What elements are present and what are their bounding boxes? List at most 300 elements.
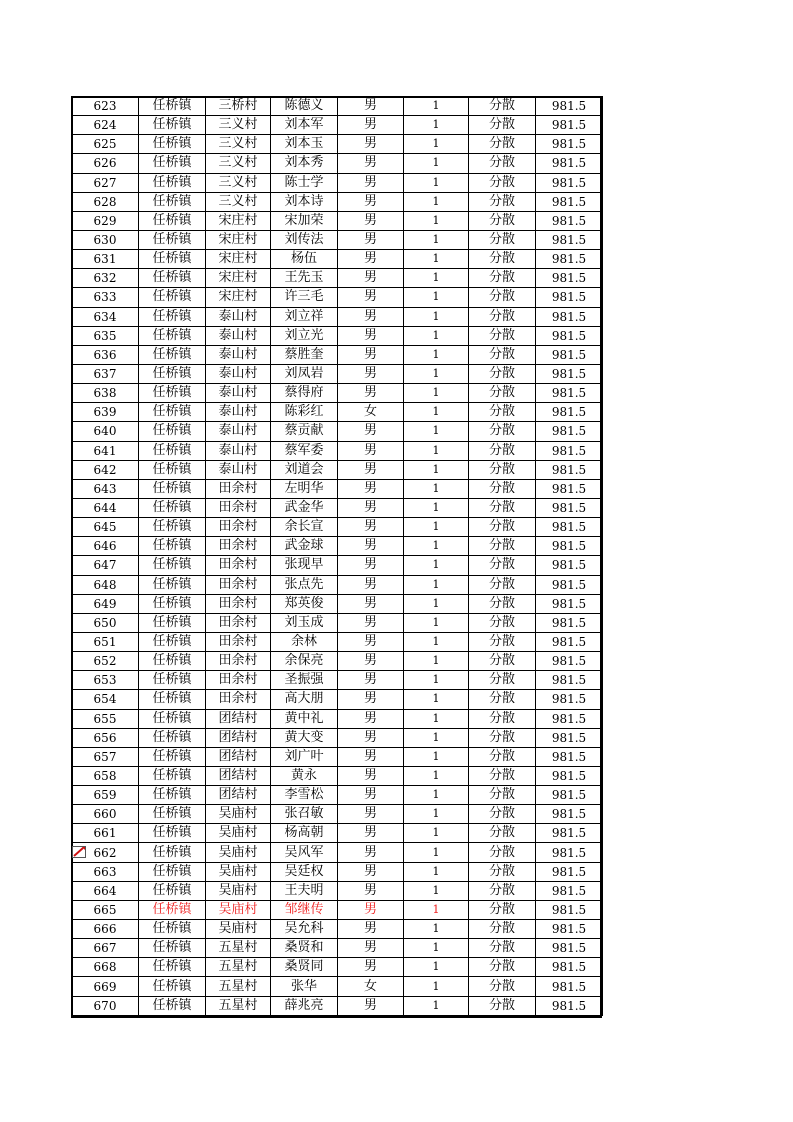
cell-village[interactable]: 宋庄村 bbox=[206, 250, 271, 269]
cell-amount[interactable]: 981.5 bbox=[536, 632, 603, 651]
cell-gender[interactable]: 男 bbox=[338, 135, 404, 154]
cell-category[interactable]: 分散 bbox=[469, 537, 536, 556]
cell-name[interactable]: 蔡胜奎 bbox=[271, 345, 338, 364]
cell-category[interactable]: 分散 bbox=[469, 518, 536, 537]
cell-row-number[interactable]: 661 bbox=[72, 824, 139, 843]
cell-village[interactable]: 三义村 bbox=[206, 154, 271, 173]
cell-row-number[interactable]: 668 bbox=[72, 958, 139, 977]
cell-gender[interactable]: 男 bbox=[338, 881, 404, 900]
cell-village[interactable]: 三义村 bbox=[206, 135, 271, 154]
cell-gender[interactable]: 男 bbox=[338, 862, 404, 881]
cell-amount[interactable]: 981.5 bbox=[536, 192, 603, 211]
cell-village[interactable]: 三义村 bbox=[206, 192, 271, 211]
cell-count[interactable]: 1 bbox=[404, 728, 469, 747]
cell-name[interactable]: 刘传法 bbox=[271, 230, 338, 249]
cell-row-number[interactable]: 628 bbox=[72, 192, 139, 211]
cell-town[interactable]: 任桥镇 bbox=[139, 498, 206, 517]
cell-gender[interactable]: 男 bbox=[338, 116, 404, 135]
cell-row-number[interactable]: 656 bbox=[72, 728, 139, 747]
cell-count[interactable]: 1 bbox=[404, 977, 469, 996]
cell-gender[interactable]: 男 bbox=[338, 958, 404, 977]
cell-village[interactable]: 团结村 bbox=[206, 747, 271, 766]
cell-gender[interactable]: 男 bbox=[338, 384, 404, 403]
cell-gender[interactable]: 女 bbox=[338, 977, 404, 996]
cell-amount[interactable]: 981.5 bbox=[536, 939, 603, 958]
cell-town[interactable]: 任桥镇 bbox=[139, 154, 206, 173]
cell-village[interactable]: 团结村 bbox=[206, 709, 271, 728]
cell-category[interactable]: 分散 bbox=[469, 652, 536, 671]
cell-town[interactable]: 任桥镇 bbox=[139, 173, 206, 192]
cell-village[interactable]: 田余村 bbox=[206, 575, 271, 594]
cell-amount[interactable]: 981.5 bbox=[536, 862, 603, 881]
cell-category[interactable]: 分散 bbox=[469, 766, 536, 785]
cell-category[interactable]: 分散 bbox=[469, 173, 536, 192]
cell-village[interactable]: 团结村 bbox=[206, 766, 271, 785]
cell-amount[interactable]: 981.5 bbox=[536, 230, 603, 249]
cell-category[interactable]: 分散 bbox=[469, 920, 536, 939]
cell-village[interactable]: 田余村 bbox=[206, 594, 271, 613]
cell-category[interactable]: 分散 bbox=[469, 690, 536, 709]
cell-village[interactable]: 宋庄村 bbox=[206, 288, 271, 307]
cell-village[interactable]: 团结村 bbox=[206, 728, 271, 747]
cell-gender[interactable]: 女 bbox=[338, 403, 404, 422]
cell-gender[interactable]: 男 bbox=[338, 97, 404, 116]
cell-gender[interactable]: 男 bbox=[338, 192, 404, 211]
cell-town[interactable]: 任桥镇 bbox=[139, 135, 206, 154]
cell-category[interactable]: 分散 bbox=[469, 97, 536, 116]
cell-amount[interactable]: 981.5 bbox=[536, 786, 603, 805]
cell-town[interactable]: 任桥镇 bbox=[139, 384, 206, 403]
cell-village[interactable]: 吴庙村 bbox=[206, 920, 271, 939]
cell-amount[interactable]: 981.5 bbox=[536, 805, 603, 824]
cell-town[interactable]: 任桥镇 bbox=[139, 288, 206, 307]
cell-village[interactable]: 五星村 bbox=[206, 996, 271, 1015]
cell-category[interactable]: 分散 bbox=[469, 728, 536, 747]
cell-gender[interactable]: 男 bbox=[338, 460, 404, 479]
cell-name[interactable]: 高大朋 bbox=[271, 690, 338, 709]
cell-row-number[interactable]: 665 bbox=[72, 900, 139, 919]
cell-town[interactable]: 任桥镇 bbox=[139, 690, 206, 709]
cell-count[interactable]: 1 bbox=[404, 690, 469, 709]
cell-category[interactable]: 分散 bbox=[469, 269, 536, 288]
cell-count[interactable]: 1 bbox=[404, 192, 469, 211]
cell-category[interactable]: 分散 bbox=[469, 192, 536, 211]
cell-name[interactable]: 王夫明 bbox=[271, 881, 338, 900]
cell-name[interactable]: 黄永 bbox=[271, 766, 338, 785]
cell-count[interactable]: 1 bbox=[404, 958, 469, 977]
cell-village[interactable]: 宋庄村 bbox=[206, 211, 271, 230]
cell-count[interactable]: 1 bbox=[404, 422, 469, 441]
cell-row-number[interactable]: 633 bbox=[72, 288, 139, 307]
cell-name[interactable]: 余林 bbox=[271, 632, 338, 651]
cell-gender[interactable]: 男 bbox=[338, 518, 404, 537]
cell-category[interactable]: 分散 bbox=[469, 939, 536, 958]
cell-name[interactable]: 郑英俊 bbox=[271, 594, 338, 613]
cell-village[interactable]: 三义村 bbox=[206, 116, 271, 135]
cell-row-number[interactable]: 643 bbox=[72, 479, 139, 498]
cell-amount[interactable]: 981.5 bbox=[536, 173, 603, 192]
cell-count[interactable]: 1 bbox=[404, 671, 469, 690]
cell-town[interactable]: 任桥镇 bbox=[139, 116, 206, 135]
cell-category[interactable]: 分散 bbox=[469, 843, 536, 862]
cell-category[interactable]: 分散 bbox=[469, 786, 536, 805]
cell-count[interactable]: 1 bbox=[404, 498, 469, 517]
cell-category[interactable]: 分散 bbox=[469, 479, 536, 498]
cell-row-number[interactable]: 653 bbox=[72, 671, 139, 690]
cell-name[interactable]: 吴风军 bbox=[271, 843, 338, 862]
cell-gender[interactable]: 男 bbox=[338, 173, 404, 192]
cell-name[interactable]: 宋加荣 bbox=[271, 211, 338, 230]
cell-gender[interactable]: 男 bbox=[338, 843, 404, 862]
cell-village[interactable]: 田余村 bbox=[206, 613, 271, 632]
cell-category[interactable]: 分散 bbox=[469, 460, 536, 479]
cell-town[interactable]: 任桥镇 bbox=[139, 747, 206, 766]
cell-category[interactable]: 分散 bbox=[469, 403, 536, 422]
cell-row-number[interactable]: 641 bbox=[72, 441, 139, 460]
cell-gender[interactable]: 男 bbox=[338, 326, 404, 345]
cell-town[interactable]: 任桥镇 bbox=[139, 939, 206, 958]
cell-row-number[interactable]: 649 bbox=[72, 594, 139, 613]
cell-amount[interactable]: 981.5 bbox=[536, 307, 603, 326]
cell-town[interactable]: 任桥镇 bbox=[139, 881, 206, 900]
cell-row-number[interactable]: 670 bbox=[72, 996, 139, 1015]
cell-town[interactable]: 任桥镇 bbox=[139, 326, 206, 345]
cell-town[interactable]: 任桥镇 bbox=[139, 422, 206, 441]
cell-name[interactable]: 桑贤同 bbox=[271, 958, 338, 977]
cell-amount[interactable]: 981.5 bbox=[536, 920, 603, 939]
cell-count[interactable]: 1 bbox=[404, 786, 469, 805]
cell-amount[interactable]: 981.5 bbox=[536, 690, 603, 709]
cell-name[interactable]: 蔡贡献 bbox=[271, 422, 338, 441]
cell-gender[interactable]: 男 bbox=[338, 900, 404, 919]
cell-amount[interactable]: 981.5 bbox=[536, 269, 603, 288]
cell-name[interactable]: 吴允科 bbox=[271, 920, 338, 939]
cell-town[interactable]: 任桥镇 bbox=[139, 479, 206, 498]
cell-category[interactable]: 分散 bbox=[469, 307, 536, 326]
cell-category[interactable]: 分散 bbox=[469, 709, 536, 728]
cell-amount[interactable]: 981.5 bbox=[536, 900, 603, 919]
cell-gender[interactable]: 男 bbox=[338, 613, 404, 632]
cell-town[interactable]: 任桥镇 bbox=[139, 843, 206, 862]
cell-name[interactable]: 杨高朝 bbox=[271, 824, 338, 843]
cell-town[interactable]: 任桥镇 bbox=[139, 97, 206, 116]
cell-name[interactable]: 圣振强 bbox=[271, 671, 338, 690]
cell-count[interactable]: 1 bbox=[404, 900, 469, 919]
cell-gender[interactable]: 男 bbox=[338, 920, 404, 939]
cell-count[interactable]: 1 bbox=[404, 747, 469, 766]
cell-amount[interactable]: 981.5 bbox=[536, 709, 603, 728]
cell-village[interactable]: 田余村 bbox=[206, 632, 271, 651]
cell-amount[interactable]: 981.5 bbox=[536, 556, 603, 575]
cell-village[interactable]: 吴庙村 bbox=[206, 900, 271, 919]
cell-row-number[interactable]: 636 bbox=[72, 345, 139, 364]
cell-count[interactable]: 1 bbox=[404, 307, 469, 326]
cell-village[interactable]: 宋庄村 bbox=[206, 230, 271, 249]
cell-name[interactable]: 吴廷权 bbox=[271, 862, 338, 881]
cell-village[interactable]: 团结村 bbox=[206, 786, 271, 805]
cell-gender[interactable]: 男 bbox=[338, 824, 404, 843]
cell-gender[interactable]: 男 bbox=[338, 345, 404, 364]
cell-category[interactable]: 分散 bbox=[469, 556, 536, 575]
cell-amount[interactable]: 981.5 bbox=[536, 97, 603, 116]
cell-village[interactable]: 宋庄村 bbox=[206, 269, 271, 288]
cell-category[interactable]: 分散 bbox=[469, 824, 536, 843]
cell-amount[interactable]: 981.5 bbox=[536, 652, 603, 671]
cell-count[interactable]: 1 bbox=[404, 230, 469, 249]
cell-village[interactable]: 泰山村 bbox=[206, 441, 271, 460]
cell-category[interactable]: 分散 bbox=[469, 154, 536, 173]
cell-town[interactable]: 任桥镇 bbox=[139, 632, 206, 651]
cell-row-number[interactable]: 657 bbox=[72, 747, 139, 766]
cell-name[interactable]: 王先玉 bbox=[271, 269, 338, 288]
cell-category[interactable]: 分散 bbox=[469, 900, 536, 919]
cell-amount[interactable]: 981.5 bbox=[536, 250, 603, 269]
cell-town[interactable]: 任桥镇 bbox=[139, 920, 206, 939]
cell-town[interactable]: 任桥镇 bbox=[139, 977, 206, 996]
cell-name[interactable]: 张召敏 bbox=[271, 805, 338, 824]
cell-gender[interactable]: 男 bbox=[338, 671, 404, 690]
cell-amount[interactable]: 981.5 bbox=[536, 288, 603, 307]
cell-amount[interactable]: 981.5 bbox=[536, 537, 603, 556]
cell-village[interactable]: 泰山村 bbox=[206, 403, 271, 422]
cell-count[interactable]: 1 bbox=[404, 881, 469, 900]
cell-amount[interactable]: 981.5 bbox=[536, 364, 603, 383]
cell-name[interactable]: 张华 bbox=[271, 977, 338, 996]
cell-count[interactable]: 1 bbox=[404, 116, 469, 135]
cell-village[interactable]: 吴庙村 bbox=[206, 843, 271, 862]
cell-name[interactable]: 刘立祥 bbox=[271, 307, 338, 326]
cell-amount[interactable]: 981.5 bbox=[536, 154, 603, 173]
cell-village[interactable]: 泰山村 bbox=[206, 364, 271, 383]
cell-gender[interactable]: 男 bbox=[338, 441, 404, 460]
cell-count[interactable]: 1 bbox=[404, 613, 469, 632]
cell-gender[interactable]: 男 bbox=[338, 766, 404, 785]
cell-category[interactable]: 分散 bbox=[469, 422, 536, 441]
cell-count[interactable]: 1 bbox=[404, 460, 469, 479]
cell-name[interactable]: 刘凤岩 bbox=[271, 364, 338, 383]
cell-gender[interactable]: 男 bbox=[338, 632, 404, 651]
cell-amount[interactable]: 981.5 bbox=[536, 594, 603, 613]
cell-amount[interactable]: 981.5 bbox=[536, 613, 603, 632]
cell-category[interactable]: 分散 bbox=[469, 211, 536, 230]
cell-town[interactable]: 任桥镇 bbox=[139, 575, 206, 594]
cell-amount[interactable]: 981.5 bbox=[536, 843, 603, 862]
cell-amount[interactable]: 981.5 bbox=[536, 345, 603, 364]
cell-name[interactable]: 薛兆亮 bbox=[271, 996, 338, 1015]
cell-village[interactable]: 田余村 bbox=[206, 498, 271, 517]
cell-name[interactable]: 武金华 bbox=[271, 498, 338, 517]
cell-amount[interactable]: 981.5 bbox=[536, 422, 603, 441]
cell-amount[interactable]: 981.5 bbox=[536, 498, 603, 517]
cell-count[interactable]: 1 bbox=[404, 364, 469, 383]
cell-row-number[interactable]: 646 bbox=[72, 537, 139, 556]
cell-village[interactable]: 吴庙村 bbox=[206, 862, 271, 881]
cell-town[interactable]: 任桥镇 bbox=[139, 671, 206, 690]
cell-count[interactable]: 1 bbox=[404, 269, 469, 288]
cell-town[interactable]: 任桥镇 bbox=[139, 613, 206, 632]
cell-name[interactable]: 刘道会 bbox=[271, 460, 338, 479]
cell-gender[interactable]: 男 bbox=[338, 690, 404, 709]
cell-town[interactable]: 任桥镇 bbox=[139, 900, 206, 919]
cell-count[interactable]: 1 bbox=[404, 824, 469, 843]
cell-town[interactable]: 任桥镇 bbox=[139, 364, 206, 383]
cell-count[interactable]: 1 bbox=[404, 594, 469, 613]
cell-count[interactable]: 1 bbox=[404, 805, 469, 824]
cell-gender[interactable]: 男 bbox=[338, 307, 404, 326]
cell-amount[interactable]: 981.5 bbox=[536, 479, 603, 498]
cell-amount[interactable]: 981.5 bbox=[536, 977, 603, 996]
cell-town[interactable]: 任桥镇 bbox=[139, 709, 206, 728]
cell-village[interactable]: 吴庙村 bbox=[206, 881, 271, 900]
cell-amount[interactable]: 981.5 bbox=[536, 116, 603, 135]
cell-village[interactable]: 田余村 bbox=[206, 518, 271, 537]
cell-gender[interactable]: 男 bbox=[338, 479, 404, 498]
cell-count[interactable]: 1 bbox=[404, 518, 469, 537]
cell-amount[interactable]: 981.5 bbox=[536, 575, 603, 594]
cell-name[interactable]: 刘广叶 bbox=[271, 747, 338, 766]
cell-category[interactable]: 分散 bbox=[469, 613, 536, 632]
cell-row-number[interactable]: 632 bbox=[72, 269, 139, 288]
cell-row-number[interactable]: 666 bbox=[72, 920, 139, 939]
cell-category[interactable]: 分散 bbox=[469, 594, 536, 613]
cell-category[interactable]: 分散 bbox=[469, 135, 536, 154]
cell-name[interactable]: 蔡得府 bbox=[271, 384, 338, 403]
cell-amount[interactable]: 981.5 bbox=[536, 728, 603, 747]
cell-count[interactable]: 1 bbox=[404, 479, 469, 498]
cell-row-number[interactable]: 624 bbox=[72, 116, 139, 135]
cell-gender[interactable]: 男 bbox=[338, 652, 404, 671]
cell-count[interactable]: 1 bbox=[404, 211, 469, 230]
cell-town[interactable]: 任桥镇 bbox=[139, 441, 206, 460]
cell-gender[interactable]: 男 bbox=[338, 422, 404, 441]
cell-name[interactable]: 刘本诗 bbox=[271, 192, 338, 211]
cell-name[interactable]: 陈德义 bbox=[271, 97, 338, 116]
cell-name[interactable]: 刘本军 bbox=[271, 116, 338, 135]
cell-category[interactable]: 分散 bbox=[469, 326, 536, 345]
cell-row-number[interactable]: 644 bbox=[72, 498, 139, 517]
cell-name[interactable]: 刘立光 bbox=[271, 326, 338, 345]
cell-count[interactable]: 1 bbox=[404, 135, 469, 154]
cell-gender[interactable]: 男 bbox=[338, 537, 404, 556]
cell-village[interactable]: 五星村 bbox=[206, 958, 271, 977]
cell-town[interactable]: 任桥镇 bbox=[139, 460, 206, 479]
cell-row-number[interactable]: 623 bbox=[72, 97, 139, 116]
cell-gender[interactable]: 男 bbox=[338, 575, 404, 594]
cell-category[interactable]: 分散 bbox=[469, 116, 536, 135]
cell-town[interactable]: 任桥镇 bbox=[139, 996, 206, 1015]
cell-gender[interactable]: 男 bbox=[338, 230, 404, 249]
cell-row-number[interactable]: 652 bbox=[72, 652, 139, 671]
cell-row-number[interactable]: 651 bbox=[72, 632, 139, 651]
cell-gender[interactable]: 男 bbox=[338, 154, 404, 173]
cell-name[interactable]: 桑贤和 bbox=[271, 939, 338, 958]
cell-count[interactable]: 1 bbox=[404, 288, 469, 307]
cell-town[interactable]: 任桥镇 bbox=[139, 594, 206, 613]
cell-row-number[interactable]: 645 bbox=[72, 518, 139, 537]
cell-gender[interactable]: 男 bbox=[338, 996, 404, 1015]
cell-amount[interactable]: 981.5 bbox=[536, 518, 603, 537]
cell-gender[interactable]: 男 bbox=[338, 556, 404, 575]
cell-gender[interactable]: 男 bbox=[338, 211, 404, 230]
cell-town[interactable]: 任桥镇 bbox=[139, 518, 206, 537]
cell-count[interactable]: 1 bbox=[404, 173, 469, 192]
cell-amount[interactable]: 981.5 bbox=[536, 135, 603, 154]
cell-village[interactable]: 田余村 bbox=[206, 479, 271, 498]
cell-village[interactable]: 田余村 bbox=[206, 652, 271, 671]
cell-town[interactable]: 任桥镇 bbox=[139, 269, 206, 288]
cell-row-number[interactable]: 667 bbox=[72, 939, 139, 958]
cell-name[interactable]: 蔡军委 bbox=[271, 441, 338, 460]
cell-name[interactable]: 陈彩红 bbox=[271, 403, 338, 422]
cell-row-number[interactable]: 638 bbox=[72, 384, 139, 403]
cell-count[interactable]: 1 bbox=[404, 920, 469, 939]
cell-count[interactable]: 1 bbox=[404, 537, 469, 556]
cell-row-number[interactable]: 627 bbox=[72, 173, 139, 192]
cell-category[interactable]: 分散 bbox=[469, 498, 536, 517]
cell-amount[interactable]: 981.5 bbox=[536, 824, 603, 843]
cell-row-number[interactable]: 663 bbox=[72, 862, 139, 881]
cell-category[interactable]: 分散 bbox=[469, 958, 536, 977]
cell-category[interactable]: 分散 bbox=[469, 384, 536, 403]
cell-gender[interactable]: 男 bbox=[338, 786, 404, 805]
cell-gender[interactable]: 男 bbox=[338, 709, 404, 728]
cell-town[interactable]: 任桥镇 bbox=[139, 192, 206, 211]
cell-gender[interactable]: 男 bbox=[338, 939, 404, 958]
cell-gender[interactable]: 男 bbox=[338, 250, 404, 269]
cell-village[interactable]: 三义村 bbox=[206, 173, 271, 192]
cell-category[interactable]: 分散 bbox=[469, 632, 536, 651]
cell-category[interactable]: 分散 bbox=[469, 996, 536, 1015]
cell-category[interactable]: 分散 bbox=[469, 575, 536, 594]
cell-row-number[interactable]: 626 bbox=[72, 154, 139, 173]
cell-category[interactable]: 分散 bbox=[469, 441, 536, 460]
cell-count[interactable]: 1 bbox=[404, 996, 469, 1015]
cell-count[interactable]: 1 bbox=[404, 843, 469, 862]
cell-row-number[interactable]: 660 bbox=[72, 805, 139, 824]
cell-village[interactable]: 田余村 bbox=[206, 537, 271, 556]
cell-amount[interactable]: 981.5 bbox=[536, 881, 603, 900]
cell-amount[interactable]: 981.5 bbox=[536, 671, 603, 690]
cell-count[interactable]: 1 bbox=[404, 862, 469, 881]
cell-count[interactable]: 1 bbox=[404, 709, 469, 728]
cell-amount[interactable]: 981.5 bbox=[536, 747, 603, 766]
cell-category[interactable]: 分散 bbox=[469, 364, 536, 383]
cell-name[interactable]: 张现早 bbox=[271, 556, 338, 575]
cell-row-number[interactable]: 634 bbox=[72, 307, 139, 326]
cell-town[interactable]: 任桥镇 bbox=[139, 958, 206, 977]
cell-name[interactable]: 李雪松 bbox=[271, 786, 338, 805]
cell-row-number[interactable]: 639 bbox=[72, 403, 139, 422]
cell-village[interactable]: 泰山村 bbox=[206, 307, 271, 326]
cell-category[interactable]: 分散 bbox=[469, 747, 536, 766]
cell-gender[interactable]: 男 bbox=[338, 269, 404, 288]
cell-row-number[interactable]: 640 bbox=[72, 422, 139, 441]
cell-count[interactable]: 1 bbox=[404, 384, 469, 403]
cell-row-number[interactable]: 631 bbox=[72, 250, 139, 269]
cell-village[interactable]: 泰山村 bbox=[206, 384, 271, 403]
cell-amount[interactable]: 981.5 bbox=[536, 211, 603, 230]
cell-amount[interactable]: 981.5 bbox=[536, 996, 603, 1015]
cell-count[interactable]: 1 bbox=[404, 652, 469, 671]
cell-amount[interactable]: 981.5 bbox=[536, 326, 603, 345]
cell-town[interactable]: 任桥镇 bbox=[139, 862, 206, 881]
cell-amount[interactable]: 981.5 bbox=[536, 441, 603, 460]
cell-name[interactable]: 邹继传 bbox=[271, 900, 338, 919]
cell-category[interactable]: 分散 bbox=[469, 250, 536, 269]
cell-village[interactable]: 泰山村 bbox=[206, 460, 271, 479]
cell-name[interactable]: 刘本玉 bbox=[271, 135, 338, 154]
cell-gender[interactable]: 男 bbox=[338, 805, 404, 824]
